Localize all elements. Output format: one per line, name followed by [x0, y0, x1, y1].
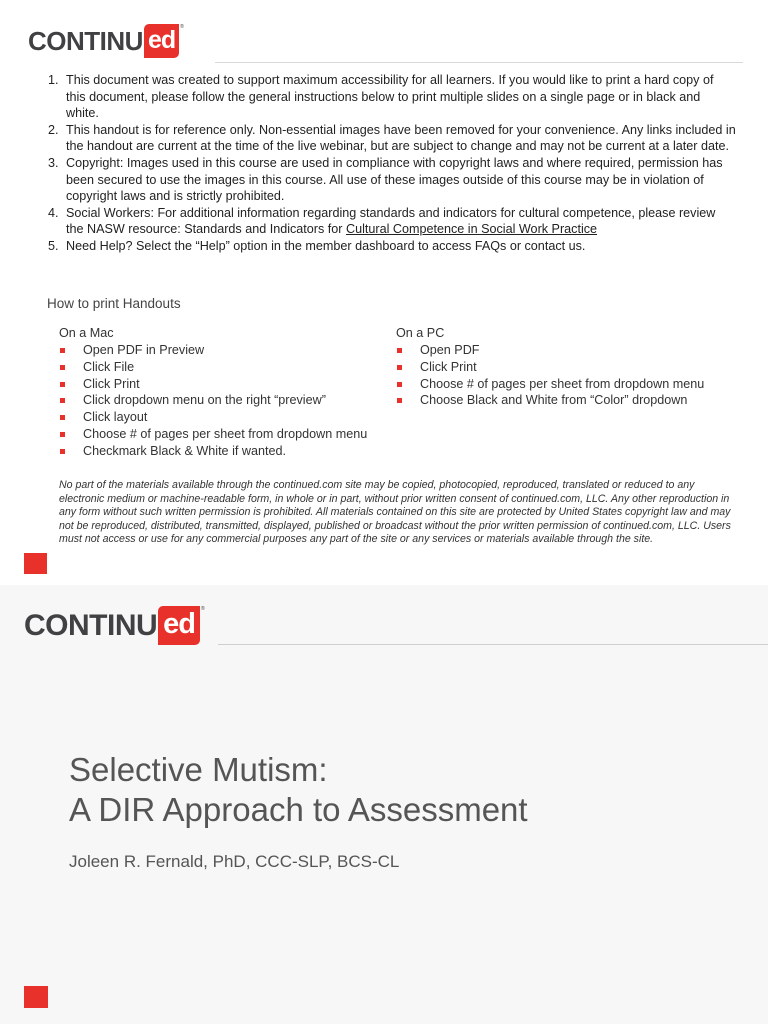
list-item: 1. This document was created to support maximum accessibility for all learners. If you would like to print a hard copy of this document, please follow the general instructions below to print multiple slides on a single page or in black and white. — [48, 73, 714, 121]
list-item: Choose # of pages per sheet from dropdown menu — [59, 426, 367, 443]
list-item: 2. This handout is for reference only. Non-essential images have been removed for your convenience. Any links included in the handout are current at the time of the live webinar, but are subject to change and may not be current at a later date. — [48, 122, 736, 154]
list-item: Click Print — [59, 376, 367, 393]
slide-title — [69, 750, 528, 830]
header-rule — [218, 644, 768, 645]
accent-square — [24, 553, 47, 574]
logo-wordmark: CONTINU — [24, 608, 158, 642]
nasw-cultural-competence-link[interactable]: Cultural Competence in Social Work Practice — [346, 222, 598, 237]
mac-heading: On a Mac — [59, 326, 114, 340]
mac-steps-list — [59, 342, 367, 460]
pc-steps-list — [396, 342, 704, 409]
continued-logo — [24, 606, 205, 645]
list-item: Open PDF — [396, 342, 704, 359]
logo-accent: ed — [158, 606, 200, 645]
bullet-square-icon — [60, 432, 65, 437]
list-item: 4. Social Workers: For additional information regarding standards and indicators for cultural competence, please review the NASW resource: Standards and Indicators for Cultural Competence in Social Work Practice — [48, 205, 716, 237]
bullet-square-icon — [60, 398, 65, 403]
logo-trademark: ® — [201, 606, 205, 612]
bullet-square-icon — [397, 348, 402, 353]
slide-author: Joleen R. Fernald, PhD, CCC-SLP, BCS-CL — [69, 852, 400, 871]
pc-heading: On a PC — [396, 326, 445, 340]
slide-title-line-2: A DIR Approach to Assessment — [69, 791, 528, 828]
bullet-square-icon — [397, 365, 402, 370]
list-item: Choose Black and White from “Color” dropdown — [396, 392, 704, 409]
list-item: Click File — [59, 359, 367, 376]
logo-accent: ed — [144, 24, 179, 58]
list-item: 5. Need Help? Select the “Help” option in the member dashboard to access FAQs or contact us. — [48, 238, 586, 253]
copyright-disclaimer: No part of the materials available through the continued.com site may be copied, photocopied, reproduced, translated or reduced to any electronic medium or machine-readable form, in whole or in part, without prior written consent of continued.com, LLC. Any other reproduction in any form without such written permission is prohibited. All materials contained on this site are protected by United States copyright law and may not be reproduced, distributed, transmitted, displayed, published or broadcast without the prior written permission of continued.com, LLC. Users must not access or use for any commercial purposes any part of the site or any services or materials available through the site. — [59, 479, 731, 546]
list-item: Click Print — [396, 359, 704, 376]
bullet-square-icon — [60, 348, 65, 353]
header-rule — [215, 62, 743, 63]
notice-list — [36, 72, 736, 255]
print-instructions-heading: How to print Handouts — [47, 296, 181, 311]
list-item: Checkmark Black & White if wanted. — [59, 443, 367, 460]
list-item: Open PDF in Preview — [59, 342, 367, 359]
list-item: Click dropdown menu on the right “preview” — [59, 392, 367, 409]
bullet-square-icon — [60, 365, 65, 370]
list-item: Choose # of pages per sheet from dropdown menu — [396, 376, 704, 393]
list-item: Click layout — [59, 409, 367, 426]
bullet-square-icon — [60, 449, 65, 454]
list-item: 3. Copyright: Images used in this course are used in compliance with copyright laws and where required, permission has been secured to use the images in this course. All use of these images outside of this course may be in violation of copyright laws and is strictly prohibited. — [48, 155, 723, 204]
logo-trademark: ® — [180, 24, 184, 30]
accent-square — [24, 986, 48, 1008]
bullet-square-icon — [397, 398, 402, 403]
continued-logo — [28, 24, 184, 58]
bullet-square-icon — [60, 382, 65, 387]
logo-wordmark: CONTINU — [28, 25, 143, 56]
slide-title-line-1: Selective Mutism: — [69, 751, 328, 788]
bullet-square-icon — [397, 382, 402, 387]
bullet-square-icon — [60, 415, 65, 420]
